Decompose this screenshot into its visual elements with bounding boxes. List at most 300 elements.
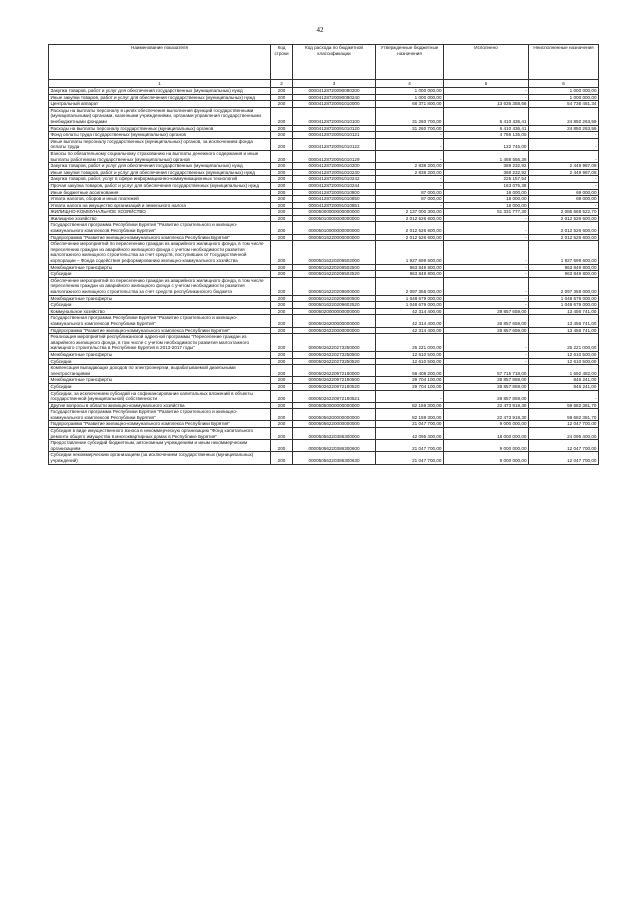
cell-indicator-name: Компенсация выпадающих доходов по электроэнергии, вырабатываемой дизельными электростанциями [49,365,271,377]
cell-executed: 57 715 718,00 [444,365,529,377]
cell-approved: 1 000 000,00 [376,94,444,101]
cell-remaining: 2 449 967,08 [529,163,599,170]
cell-line-code: 200 [271,334,293,352]
cell-line-code: 200 [271,222,293,234]
cell-approved: - [376,182,444,189]
cell-executed: 18 000,00 [444,189,529,196]
cell-executed: 22 473 918,30 [444,402,529,409]
table-row [49,440,599,452]
cell-executed: - [444,264,529,271]
cell-indicator-name: Коммунальное хозяйство [49,308,271,315]
cell-remaining: 25 221 000,00 [529,334,599,352]
cell-remaining: 846 241,00 [529,377,599,384]
column-number-row [49,80,599,88]
cell-line-code: 200 [271,182,293,189]
cell-executed: - [444,215,529,222]
table-row [49,222,599,234]
cell-remaining: 2 012 526 600,00 [529,222,599,234]
cell-executed: - [444,295,529,302]
cell-approved: 2 012 526 600,00 [376,234,444,241]
cell-executed: - [444,334,529,352]
cell-approved: 87 000,00 [376,189,444,196]
cell-indicator-name: Реализация мероприятий республиканской адресной программы "Переселение граждан из аварийного жилищного фонда, в том числе с учетом необходимости развития малоэтажного жилищного строительства в Республике Бурятия в 2013-2017 годы" [49,334,271,352]
cell-approved: 12 610 500,00 [376,358,444,365]
cell-line-code: 200 [271,302,293,309]
cell-remaining: 54 736 481,34 [529,101,599,108]
cell-indicator-name: Межбюджетные трансферты [49,264,271,271]
cell-remaining: - [529,132,599,139]
cell-indicator-name: Уплата налогов, сборов и иных платежей [49,196,271,203]
cell-expense-code: 00005056220386300600 [293,440,376,452]
cell-executed: - [444,277,529,295]
cell-indicator-name: Иные закупки товаров, работ и услуг для обеспечения государственных (муниципальных) нужд [49,94,271,101]
cell-expense-code: 00004128720091010129 [293,150,376,162]
cell-remaining: - [529,138,599,150]
table-row [49,189,599,196]
cell-indicator-name: Предоставление субсидий бюджетным, автономным учреждениям и иным некоммерческим организациям [49,440,271,452]
table-row [49,315,599,327]
cell-executed: - [444,88,529,95]
cell-executed: - [444,271,529,278]
cell-expense-code: 00005016220209502500 [293,264,376,271]
table-row [49,428,599,440]
cell-line-code: 200 [271,383,293,390]
cell-indicator-name: Обеспечение мероприятий по переселению граждан из аварийного жилищного фонда, в том числе переселению граждан из аварийного жилищного фонда с учетом необходимости развития малоэтажного жилищного строительства за счет средств республиканского бюджета [49,277,271,295]
header-row [49,45,599,80]
table-row [49,390,599,402]
column-number: 4 [376,80,444,88]
table-row [49,421,599,428]
cell-executed: 9 000 000,00 [444,452,529,464]
table-body [49,88,599,465]
cell-remaining: 963 849 800,00 [529,271,599,278]
cell-executed: 28 857 859,00 [444,377,529,384]
cell-remaining: 69 000,00 [529,196,599,203]
cell-approved: - [376,138,444,150]
cell-remaining: 846 241,00 [529,383,599,390]
cell-remaining: 2 449 967,08 [529,169,599,176]
cell-expense-code: 00004128720091010100 [293,107,376,125]
table-row [49,351,599,358]
cell-executed: 13 635 358,66 [444,101,529,108]
cell-remaining: - [529,176,599,183]
cell-remaining: 1 692 482,00 [529,365,599,377]
column-number: 6 [529,80,599,88]
cell-expense-code: 00005026200000000000 [293,315,376,327]
cell-indicator-name: Государственная программа Республики Бурятия "Развитие строительного и жилищно-коммунального комплексов Республики Бурятия" [49,222,271,234]
table-row [49,169,599,176]
cell-executed: 18 000,00 [444,202,529,209]
cell-expense-code: 00004128720091010200 [293,163,376,170]
cell-executed: - [444,358,529,365]
cell-line-code: 200 [271,271,293,278]
cell-approved: 21 047 700,00 [376,440,444,452]
cell-executed: - [444,241,529,264]
cell-approved: 68 371 800,00 [376,101,444,108]
cell-approved: - [376,390,444,402]
cell-expense-code: 00004128720091010000 [293,101,376,108]
cell-expense-code: 00004128720091010121 [293,132,376,139]
cell-expense-code: 00005016220209600000 [293,277,376,295]
cell-remaining: 24 850 263,59 [529,107,599,125]
cell-indicator-name: Подпрограмма "Развитие жилищно-коммунального комплекса Республики Бурятия" [49,327,271,334]
cell-indicator-name: Межбюджетные трансферты [49,377,271,384]
cell-remaining: 13 456 741,00 [529,308,599,315]
cell-indicator-name: Прочая закупка товаров, работ и услуг для обеспечения государственных (муниципальных) нужд [49,182,271,189]
cell-expense-code: 00005056200000000000 [293,409,376,421]
cell-line-code: 200 [271,202,293,209]
cell-expense-code: 00005026220000000000 [293,327,376,334]
cell-executed: - [444,222,529,234]
cell-line-code: 200 [271,452,293,464]
cell-expense-code: 00005026220972180000 [293,365,376,377]
column-number: 5 [444,80,529,88]
cell-remaining: 1 000 000,00 [529,94,599,101]
table-row [49,241,599,264]
table-row [49,88,599,95]
page-number: 42 [316,26,324,34]
cell-approved: 963 849 800,00 [376,271,444,278]
cell-approved: 82 159 300,00 [376,409,444,421]
cell-approved: 42 095 400,00 [376,428,444,440]
cell-executed: 9 000 000,00 [444,440,529,452]
cell-line-code: 200 [271,88,293,95]
cell-expense-code: 00005056220386300000 [293,428,376,440]
cell-approved: 59 408 200,00 [376,365,444,377]
cell-approved: 42 314 400,00 [376,308,444,315]
table-row [49,182,599,189]
cell-line-code: 200 [271,132,293,139]
cell-approved: - [376,202,444,209]
column-number: 2 [271,80,293,88]
cell-remaining: 963 849 800,00 [529,264,599,271]
cell-line-code: 200 [271,365,293,377]
table-row [49,295,599,302]
cell-indicator-name: Субсидии, за исключением субсидий на софинансирование капитальных вложений в объекты государственной (муниципальной) собственности [49,390,271,402]
cell-line-code: 200 [271,308,293,315]
cell-expense-code: 00004128720091010240 [293,169,376,176]
cell-line-code: 200 [271,390,293,402]
cell-expense-code: 00005026220273250500 [293,351,376,358]
cell-expense-code: 00005056220000000000 [293,421,376,428]
cell-indicator-name: Субсидия в виде имущественного взноса в некоммерческую организацию "Фонд капитального ремонта общего имущества в многоквартирных домах в Республике Бурятия" [49,428,271,440]
cell-expense-code: 00005026220273250000 [293,334,376,352]
cell-executed: 28 857 659,00 [444,308,529,315]
cell-expense-code: 00005026220972180521 [293,390,376,402]
cell-indicator-name: Фонд оплаты труда государственных (муниципальных) органов [49,132,271,139]
cell-executed: 225 157,54 [444,176,529,183]
cell-line-code: 200 [271,150,293,162]
cell-remaining: 59 682 381,70 [529,402,599,409]
cell-expense-code: 00005026220273250520 [293,358,376,365]
cell-line-code: 200 [271,358,293,365]
cell-approved: 2 012 526 600,00 [376,222,444,234]
cell-executed: 28 857 659,00 [444,327,529,334]
cell-line-code: 200 [271,169,293,176]
table-row [49,358,599,365]
cell-executed: 18 000,00 [444,196,529,203]
cell-remaining: 12 610 500,00 [529,351,599,358]
cell-executed: - [444,94,529,101]
table-row [49,163,599,170]
cell-approved: 21 047 700,00 [376,452,444,464]
cell-indicator-name: Закупка товаров, работ и услуг для обеспечения государственных (муниципальных) нужд [49,163,271,170]
cell-expense-code: 00005010000000000000 [293,222,376,234]
table-row [49,138,599,150]
cell-indicator-name: Межбюджетные трансферты [49,351,271,358]
column-number: 3 [293,80,376,88]
cell-executed: 18 000 000,00 [444,428,529,440]
cell-approved: 1 048 679 000,00 [376,295,444,302]
cell-indicator-name: Субсидии некоммерческим организациям (за исключением государственных (муниципальных) учреждений) [49,452,271,464]
table-row [49,215,599,222]
cell-approved: 21 047 700,00 [376,421,444,428]
cell-indicator-name: Жилищное хозяйство [49,215,271,222]
cell-line-code: 200 [271,440,293,452]
cell-indicator-name: Взносы по обязательному социальному страхованию на выплаты денежного содержания и иные выплаты работникам государственных (муниципальных) органов [49,150,271,162]
cell-remaining: - [529,390,599,402]
cell-executed: 28 857 859,00 [444,383,529,390]
header-executed: Исполнено [444,45,529,80]
cell-executed: 1 488 556,36 [444,150,529,162]
cell-approved: 2 838 200,00 [376,163,444,170]
cell-approved: 12 610 500,00 [376,351,444,358]
cell-remaining: 1 927 699 600,00 [529,241,599,264]
cell-remaining: 24 850 263,59 [529,125,599,132]
cell-expense-code: 00005026220972180520 [293,383,376,390]
cell-indicator-name: Центральный аппарат [49,101,271,108]
table-row [49,383,599,390]
column-number: 1 [49,80,271,88]
cell-indicator-name: Закупка товаров, работ, услуг в сфере информационно-коммуникационных технологий [49,176,271,183]
cell-indicator-name: Субсидии [49,302,271,309]
cell-indicator-name: Иные закупки товаров, работ и услуг для обеспечения государственных (муниципальных) нужд [49,169,271,176]
cell-line-code: 200 [271,107,293,125]
cell-indicator-name: Иные бюджетные ассигнования [49,189,271,196]
cell-indicator-name: Другие вопросы в области жилищно-коммунального хозяйства [49,402,271,409]
cell-remaining: 69 000,00 [529,189,599,196]
cell-line-code: 200 [271,277,293,295]
cell-indicator-name: Уплата налога на имущество организаций и земельного налога [49,202,271,209]
cell-line-code: 200 [271,196,293,203]
cell-indicator-name: Подпрограмма "Развитие жилищно-коммунального комплекса Республики Бурятия" [49,421,271,428]
cell-line-code: 200 [271,215,293,222]
header-remaining: Неисполненные назначения [529,45,599,80]
cell-remaining: - [529,182,599,189]
cell-line-code: 200 [271,94,293,101]
cell-indicator-name: Субсидии [49,358,271,365]
cell-remaining: 1 000 000,00 [529,88,599,95]
table-row [49,196,599,203]
cell-executed: 388 232,92 [444,163,529,170]
table-row [49,176,599,183]
cell-expense-code: 00005016220000000000 [293,234,376,241]
cell-remaining: 12 047 700,00 [529,421,599,428]
cell-line-code: 200 [271,264,293,271]
cell-indicator-name: Государственная программа Республики Бурятия "Развитие строительного и жилищно-коммунального комплексов Республики Бурятия" [49,315,271,327]
cell-expense-code: 00004128720091010244 [293,182,376,189]
cell-line-code: 200 [271,402,293,409]
cell-approved: 31 260 700,00 [376,125,444,132]
cell-expense-code: 00004128720091010800 [293,189,376,196]
table-row [49,271,599,278]
table-row [49,308,599,315]
cell-line-code: 200 [271,176,293,183]
table-row [49,132,599,139]
cell-approved: 87 000,00 [376,196,444,203]
table-row [49,150,599,162]
cell-remaining: 59 682 381,70 [529,409,599,421]
budget-execution-table [48,44,599,465]
cell-remaining: 2 085 668 522,70 [529,209,599,216]
cell-executed: 163 075,38 [444,182,529,189]
table-row [49,452,599,464]
cell-expense-code: 00005020000000000000 [293,308,376,315]
cell-indicator-name: Субсидии [49,271,271,278]
cell-approved: - [376,132,444,139]
cell-remaining: 1 048 679 000,00 [529,295,599,302]
cell-expense-code: 00004128720090080240 [293,94,376,101]
cell-approved: 1 048 679 000,00 [376,302,444,309]
cell-executed: - [444,234,529,241]
cell-remaining: 12 047 700,00 [529,440,599,452]
cell-remaining: 24 095 400,00 [529,428,599,440]
table-row [49,101,599,108]
table-row [49,402,599,409]
cell-expense-code: 00004128720091010851 [293,202,376,209]
cell-indicator-name: Обеспечение мероприятий по переселению граждан из аварийного жилищного фонда, в том числе переселению граждан из аварийного жилищного фонда с учетом необходимости развития малоэтажного жилищного строительства за счет средств, поступивших от Государственной корпорации – Фонда содействия реформированию жилищно-коммунального хозяйства [49,241,271,264]
table-row [49,365,599,377]
cell-approved: 42 314 400,00 [376,315,444,327]
cell-expense-code: 00005000000000000000 [293,209,376,216]
cell-executed: - [444,302,529,309]
cell-approved: 42 314 400,00 [376,327,444,334]
cell-remaining: - [529,150,599,162]
cell-expense-code: 00005050000000000000 [293,402,376,409]
cell-approved: 29 704 100,00 [376,377,444,384]
table-row [49,202,599,209]
cell-approved: - [376,176,444,183]
table-row [49,107,599,125]
cell-line-code: 200 [271,234,293,241]
cell-remaining: - [529,202,599,209]
cell-approved: 2 838 200,00 [376,169,444,176]
cell-indicator-name: Расходы на выплаты персоналу государственных (муниципальных) органов [49,125,271,132]
cell-line-code: 200 [271,189,293,196]
table-row [49,327,599,334]
cell-approved: 2 012 526 600,00 [376,215,444,222]
cell-line-code: 200 [271,163,293,170]
cell-executed: 28 857 659,00 [444,315,529,327]
table-row [49,334,599,352]
cell-expense-code: 00005016220209602520 [293,302,376,309]
cell-line-code: 200 [271,421,293,428]
cell-expense-code: 00005056220386300630 [293,452,376,464]
cell-approved: - [376,150,444,162]
cell-approved: 82 159 300,00 [376,402,444,409]
cell-remaining: 12 047 700,00 [529,452,599,464]
header-indicator-name: Наименование показателя [49,45,271,80]
cell-approved: 25 221 000,00 [376,334,444,352]
cell-line-code: 200 [271,377,293,384]
cell-remaining: 1 048 679 000,00 [529,302,599,309]
cell-executed: 6 410 436,41 [444,107,529,125]
cell-expense-code: 00004128720091010122 [293,138,376,150]
cell-remaining: 2 097 358 000,00 [529,277,599,295]
cell-indicator-name: ЖИЛИЩНО-КОММУНАЛЬНОЕ ХОЗЯЙСТВО [49,209,271,216]
cell-line-code: 200 [271,241,293,264]
cell-line-code: 200 [271,138,293,150]
header-line-code: Код строки [271,45,293,80]
cell-approved: 1 927 699 600,00 [376,241,444,264]
cell-expense-code: 00004128720090080200 [293,88,376,95]
cell-executed: 22 473 918,30 [444,409,529,421]
cell-indicator-name: Подпрограмма "Развитие жилищно-коммунального комплекса Республики Бурятия" [49,234,271,241]
table-row [49,302,599,309]
cell-line-code: 200 [271,351,293,358]
cell-expense-code: 00005016220209600500 [293,295,376,302]
cell-line-code: 200 [271,295,293,302]
cell-executed: 132 745,00 [444,138,529,150]
cell-indicator-name: Государственная программа Республики Бурятия "Развитие строительного и жилищно-коммунального комплексов Республики Бурятия" [49,409,271,421]
table-row [49,277,599,295]
cell-approved: 1 000 000,00 [376,88,444,95]
cell-approved: 2 137 000 300,00 [376,209,444,216]
cell-line-code: 200 [271,327,293,334]
cell-expense-code: 00004128720091010242 [293,176,376,183]
cell-line-code: 200 [271,315,293,327]
cell-remaining: 13 456 741,00 [529,315,599,327]
cell-line-code: 200 [271,101,293,108]
cell-executed: 388 232,92 [444,169,529,176]
cell-line-code: 200 [271,125,293,132]
header-approved: Утвержденные бюджетные назначения [376,45,444,80]
cell-expense-code: 00005010000000000000 [293,215,376,222]
cell-remaining: 2 012 526 600,00 [529,234,599,241]
cell-line-code: 200 [271,428,293,440]
cell-remaining: 2 012 526 600,00 [529,215,599,222]
table-row [49,377,599,384]
table-row [49,234,599,241]
table-row [49,94,599,101]
table-row [49,209,599,216]
cell-expense-code: 00005026220972180500 [293,377,376,384]
header-expense-code: Код расхода по бюджетной классификации [293,45,376,80]
cell-expense-code: 00004128720091010850 [293,196,376,203]
cell-approved: 963 849 800,00 [376,264,444,271]
cell-line-code: 200 [271,209,293,216]
cell-executed: - [444,351,529,358]
cell-line-code: 200 [271,409,293,421]
table-row [49,409,599,421]
cell-expense-code: 00004128720091010120 [293,125,376,132]
cell-executed: 28 857 859,00 [444,390,529,402]
cell-approved: 31 260 700,00 [376,107,444,125]
cell-indicator-name: Иные выплаты персоналу государственных (муниципальных) органов, за исключением фонда оплаты труда [49,138,271,150]
cell-executed: 4 789 135,05 [444,132,529,139]
cell-indicator-name: Расходы на выплаты персоналу в целях обеспечения выполнения функций государственными (муниципальными) органами, казенными учреждениями, органами управления государственными внебюджетными фондами [49,107,271,125]
cell-approved: 2 097 358 000,00 [376,277,444,295]
cell-remaining: 13 456 741,00 [529,327,599,334]
cell-indicator-name: Межбюджетные трансферты [49,295,271,302]
cell-expense-code: 00005016220209502000 [293,241,376,264]
cell-executed: 9 000 000,00 [444,421,529,428]
cell-approved: 29 704 100,00 [376,383,444,390]
cell-indicator-name: Закупка товаров, работ и услуг для обеспечения государственных (муниципальных) нужд [49,88,271,95]
cell-executed: 51 331 777,30 [444,209,529,216]
cell-executed: 6 410 436,41 [444,125,529,132]
cell-remaining: 12 610 500,00 [529,358,599,365]
